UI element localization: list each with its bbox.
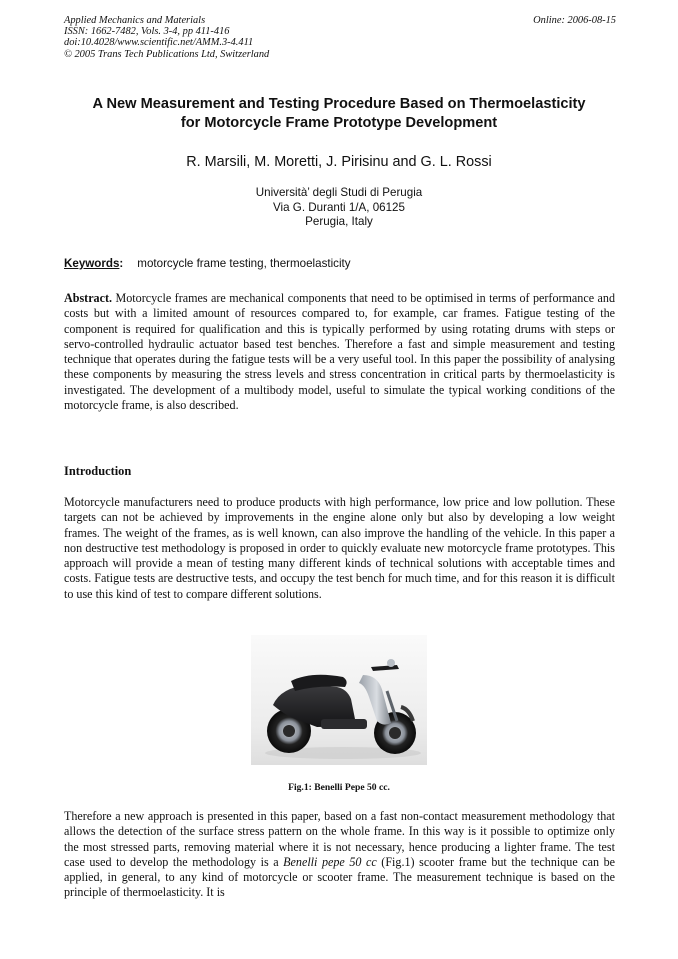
abstract-label: Abstract. [64,291,113,305]
author-list: R. Marsili, M. Moretti, J. Pirisinu and G. L. Rossi [186,154,492,170]
body-text-part-1: Therefore a new approach is presented in this paper, based on a fast non-contact measurement methodology that allows the detection of the surface stress pattern on the whole frame. In this way is it possible to optimize only the most stressed parts, removing material where it is not necessary, hence producing a lighter frame. The test case used to develop the methodology is a [64,809,615,869]
introduction-heading: Introduction [64,464,132,478]
paper-title [40,95,638,133]
keywords-value: motorcycle frame testing, thermoelasticity [137,257,351,270]
title-line-2: for Motorcycle Frame Prototype Development [180,115,498,131]
keywords-colon: : [119,257,124,270]
affiliation-line-1: Università’ degli Studi di Perugia [255,186,423,199]
online-date: Online: 2006-08-15 [533,15,616,26]
journal-doi[interactable]: doi:10.4028/www.scientific.net/AMM.3-4.411 [64,37,254,49]
title-line-1: A New Measurement and Testing Procedure Based on Thermoelasticity [92,96,586,112]
keywords-label: Keywords [64,257,120,270]
affiliation [40,186,638,230]
figure-caption: Fig.1: Benelli Pepe 50 cc. [288,782,390,793]
body-paragraph [64,809,615,901]
journal-copyright: © 2005 Trans Tech Publications Ltd, Switzerland [64,48,270,60]
introduction-paragraph: Motorcycle manufacturers need to produce products with high performance, low price and low pollution. These targets can not be achieved by improvements in the engine alone only but also by developing a low weight frames. The weight of the frames, as is well known, can also improve the handling of the vehicle. In this paper a non destructive test methodology is proposed in order to quickly evaluate new motorcycle frame prototypes. This approach will provide a mean of testing many different kinds of technical solutions with acceptable times and costs. Fatigue tests are destructive tests, and occupy the test bench for much time, and for this reason it is difficult to use this kind of test to compare different solutions. [64,495,615,601]
abstract-text: Motorcycle frames are mechanical components that need to be optimised in terms of performance and costs but with a limited amount of resources compared to, for example, car frames. Fatigue testing of the component is required for qualification and this is typically performed by using rotating drums with steps or servo-controlled hydraulic actuator based test benches. Therefore a fast and simple measurement and testing technique that operates during the fatigue tests will be a very useful tool. In this paper the possibility of analysing these components by measuring the stress levels and stress concentration in critical parts by thermoelasticity is investigated. The development of a multibody model, useful to simulate the typical working conditions of the motorcycle frame, is also described. [64,291,615,413]
affiliation-line-3: Perugia, Italy [305,215,373,229]
scooter-photo [251,635,427,765]
body-text-italic: Benelli pepe 50 cc [283,854,377,869]
journal-name: Applied Mechanics and Materials [64,15,206,26]
scooter-illustration [251,635,427,765]
affiliation-line-2: Via G. Duranti 1/A, 06125 [273,200,405,214]
journal-issn: ISSN: 1662-7482, Vols. 3-4, pp 411-416 [64,26,230,38]
keywords-line [64,257,351,270]
abstract-paragraph [64,291,615,413]
body-text-part-2: (Fig.1) scooter frame but the technique can be applied, in general, to any kind of motorcycle or scooter frame. The measurement technique is based on the principle of thermoelasticity. It is [64,854,615,900]
journal-header [64,15,269,60]
